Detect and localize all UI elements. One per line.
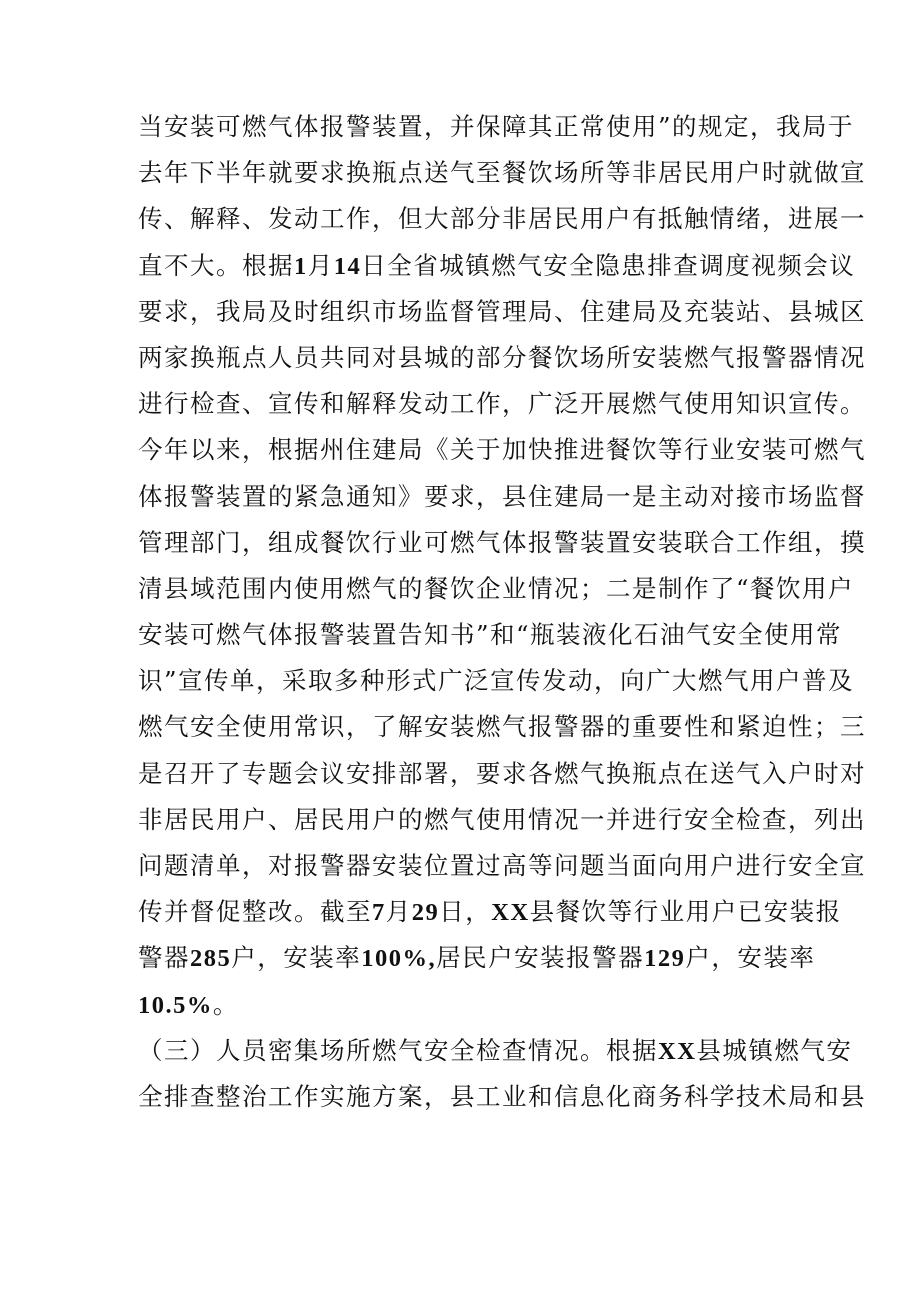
number-run: XX bbox=[491, 899, 530, 927]
document-body bbox=[138, 104, 866, 1120]
text-line: 是召开了专题会议安排部署，要求各燃气换瓶点在送气入户时对 bbox=[138, 758, 866, 788]
text-run: 警器 bbox=[138, 943, 190, 973]
text-line: 两家换瓶点人员共同对县城的部分餐饮场所安装燃气报警器情况 bbox=[138, 342, 866, 372]
text-run: 。 bbox=[212, 989, 239, 1019]
text-run: 日， bbox=[439, 897, 492, 927]
number-run: 129 bbox=[644, 945, 686, 973]
text-line: 安装可燃气体报警装置告知书”和“瓶装液化石油气安全使用常 bbox=[138, 620, 843, 650]
text-line bbox=[138, 1028, 853, 1074]
text-line: 非居民用户、居民用户的燃气使用情况一并进行安全检查，列出 bbox=[138, 804, 866, 834]
number-run: 285 bbox=[190, 945, 232, 973]
text-line: 全排查整治工作实施方案，县工业和信息化商务科学技术局和县 bbox=[138, 1081, 866, 1111]
text-run: 户，安装率 bbox=[685, 943, 816, 973]
number-run: 1 bbox=[294, 252, 308, 280]
text-line: 要求，我局及时组织市场监督管理局、住建局及充装站、县城区 bbox=[138, 296, 866, 326]
number-run: 29 bbox=[411, 899, 440, 927]
text-run: 县城镇燃气安 bbox=[696, 1035, 853, 1065]
text-run: 月 bbox=[307, 250, 334, 280]
number-run: 14 bbox=[333, 252, 362, 280]
text-run: 日全省城镇燃气安全隐患排查调度视频会议 bbox=[361, 250, 856, 280]
text-run: 月 bbox=[385, 897, 412, 927]
text-line: 进行检查、宣传和解释发动工作，广泛开展燃气使用知识宣传。 bbox=[138, 389, 866, 419]
text-line: 燃气安全使用常识，了解安装燃气报警器的重要性和紧迫性；三 bbox=[138, 712, 866, 742]
text-line: 问题清单，对报警器安装位置过高等问题当面向用户进行安全宣 bbox=[138, 851, 866, 880]
text-run: 传并督促整改。截至 bbox=[138, 897, 372, 927]
number-run: 10.5% bbox=[138, 991, 213, 1019]
text-run: 户，安装率 bbox=[231, 943, 362, 973]
text-line bbox=[138, 889, 842, 935]
text-run: 居民户安装报警器 bbox=[436, 943, 645, 973]
text-line: 体报警装置的紧急通知》要求，县住建局一是主动对接市场监督 bbox=[138, 481, 866, 511]
text-run: 直不大。根据 bbox=[138, 250, 294, 280]
text-line bbox=[138, 982, 798, 1028]
number-run: 7 bbox=[372, 899, 386, 927]
text-line bbox=[138, 243, 856, 289]
number-run: XX bbox=[658, 1037, 697, 1065]
text-line: 清县域范围内使用燃气的餐饮企业情况；二是制作了“餐饮用户 bbox=[138, 573, 855, 603]
number-run: 100%, bbox=[361, 945, 437, 973]
text-line: 去年下半年就要求换瓶点送气至餐饮场所等非居民用户时就做宣 bbox=[138, 158, 866, 188]
text-line: 管理部门，组成餐饮行业可燃气体报警装置安装联合工作组，摸 bbox=[138, 527, 866, 557]
text-line bbox=[138, 935, 816, 981]
text-run: （三）人员密集场所燃气安全检查情况。根据 bbox=[138, 1035, 658, 1065]
text-line: 当安装可燃气体报警装置，并保障其正常使用”的规定，我局于 bbox=[138, 112, 855, 141]
text-run: 县餐饮等行业用户已安装报 bbox=[529, 897, 842, 927]
text-line: 传、解释、发动工作，但大部分非居民用户有抵触情绪，进展一 bbox=[138, 204, 866, 234]
text-line: 今年以来，根据州住建局《关于加快推进餐饮等行业安装可燃气 bbox=[138, 435, 866, 465]
text-line: 识”宣传单，采取多种形式广泛宣传发动，向广大燃气用户普及 bbox=[138, 666, 855, 696]
